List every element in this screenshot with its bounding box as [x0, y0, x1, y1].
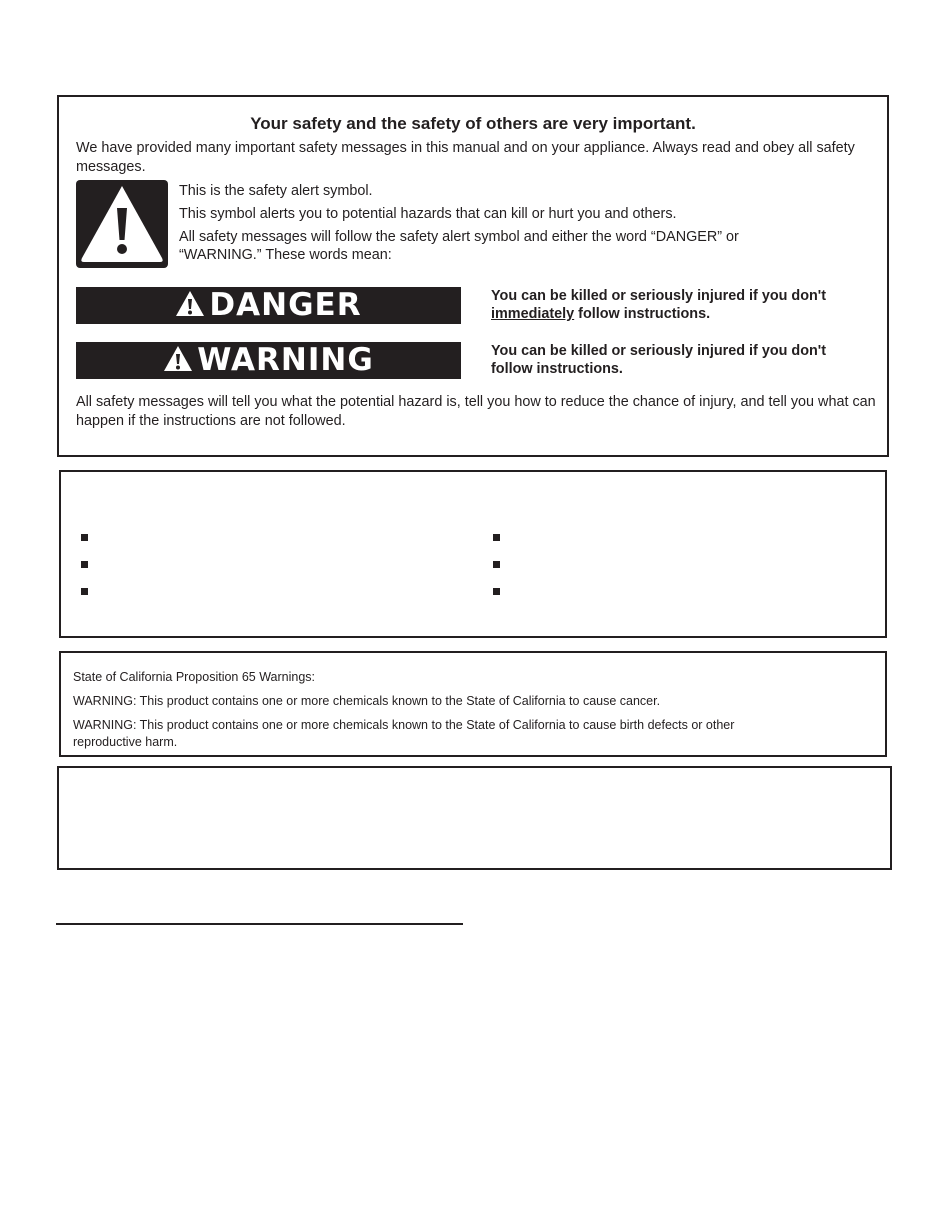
symbol-line-2: This symbol alerts you to potential hazards that can kill or hurt you and others. — [179, 206, 677, 222]
danger-desc-line2: follow instructions. — [574, 306, 711, 322]
symbol-line-1: This is the safety alert symbol. — [179, 183, 373, 199]
symbol-line-4: “WARNING.” These words mean: — [179, 247, 392, 263]
prop65-warning-cancer: WARNING: This product contains one or more chemicals known to the State of California to cause cancer. — [73, 694, 661, 708]
symbol-line-3: All safety messages will follow the safety alert symbol and either the word “DANGER” or — [179, 229, 739, 245]
safety-alert-icon — [76, 180, 168, 268]
danger-desc-underlined: immediately — [491, 306, 575, 322]
safety-closing: All safety messages will tell you what the potential hazard is, tell you how to reduce the chance of injury, and tell you what can happen if the instructions are not followed. — [76, 394, 876, 429]
empty-box — [57, 766, 892, 870]
danger-alert-icon — [175, 290, 205, 318]
bullet-box — [59, 470, 887, 638]
safety-intro: We have provided many important safety messages in this manual and on your appliance. Always read and obey all safety messages. — [76, 140, 855, 175]
safety-box — [57, 95, 889, 457]
warning-banner — [76, 342, 461, 379]
prop65-warning-birth-defects-line1: WARNING: This product contains one or more chemicals known to the State of California to cause birth defects or other — [73, 718, 735, 732]
warning-desc-line2: follow instructions. — [491, 361, 623, 377]
warning-desc-line1: You can be killed or seriously injured if you don't — [491, 343, 826, 359]
warning-description — [491, 342, 876, 378]
danger-description — [491, 287, 876, 323]
bullet-marker — [81, 561, 88, 568]
prop65-box — [59, 651, 887, 757]
prop65-title: State of California Proposition 65 Warnings: — [73, 670, 316, 684]
danger-desc-line1: You can be killed or seriously injured if you don't — [491, 288, 826, 304]
danger-label: DANGER — [209, 287, 362, 323]
prop65-warning-birth-defects-line2: reproductive harm. — [73, 735, 178, 749]
bullet-marker — [493, 534, 500, 541]
warning-label: WARNING — [197, 342, 374, 378]
bullet-marker — [81, 534, 88, 541]
warning-alert-icon — [163, 345, 193, 373]
bullet-marker — [493, 588, 500, 595]
safety-heading: Your safety and the safety of others are very important. — [250, 114, 696, 133]
danger-banner — [76, 287, 461, 324]
section-divider — [56, 923, 463, 925]
bullet-marker — [493, 561, 500, 568]
bullet-marker — [81, 588, 88, 595]
